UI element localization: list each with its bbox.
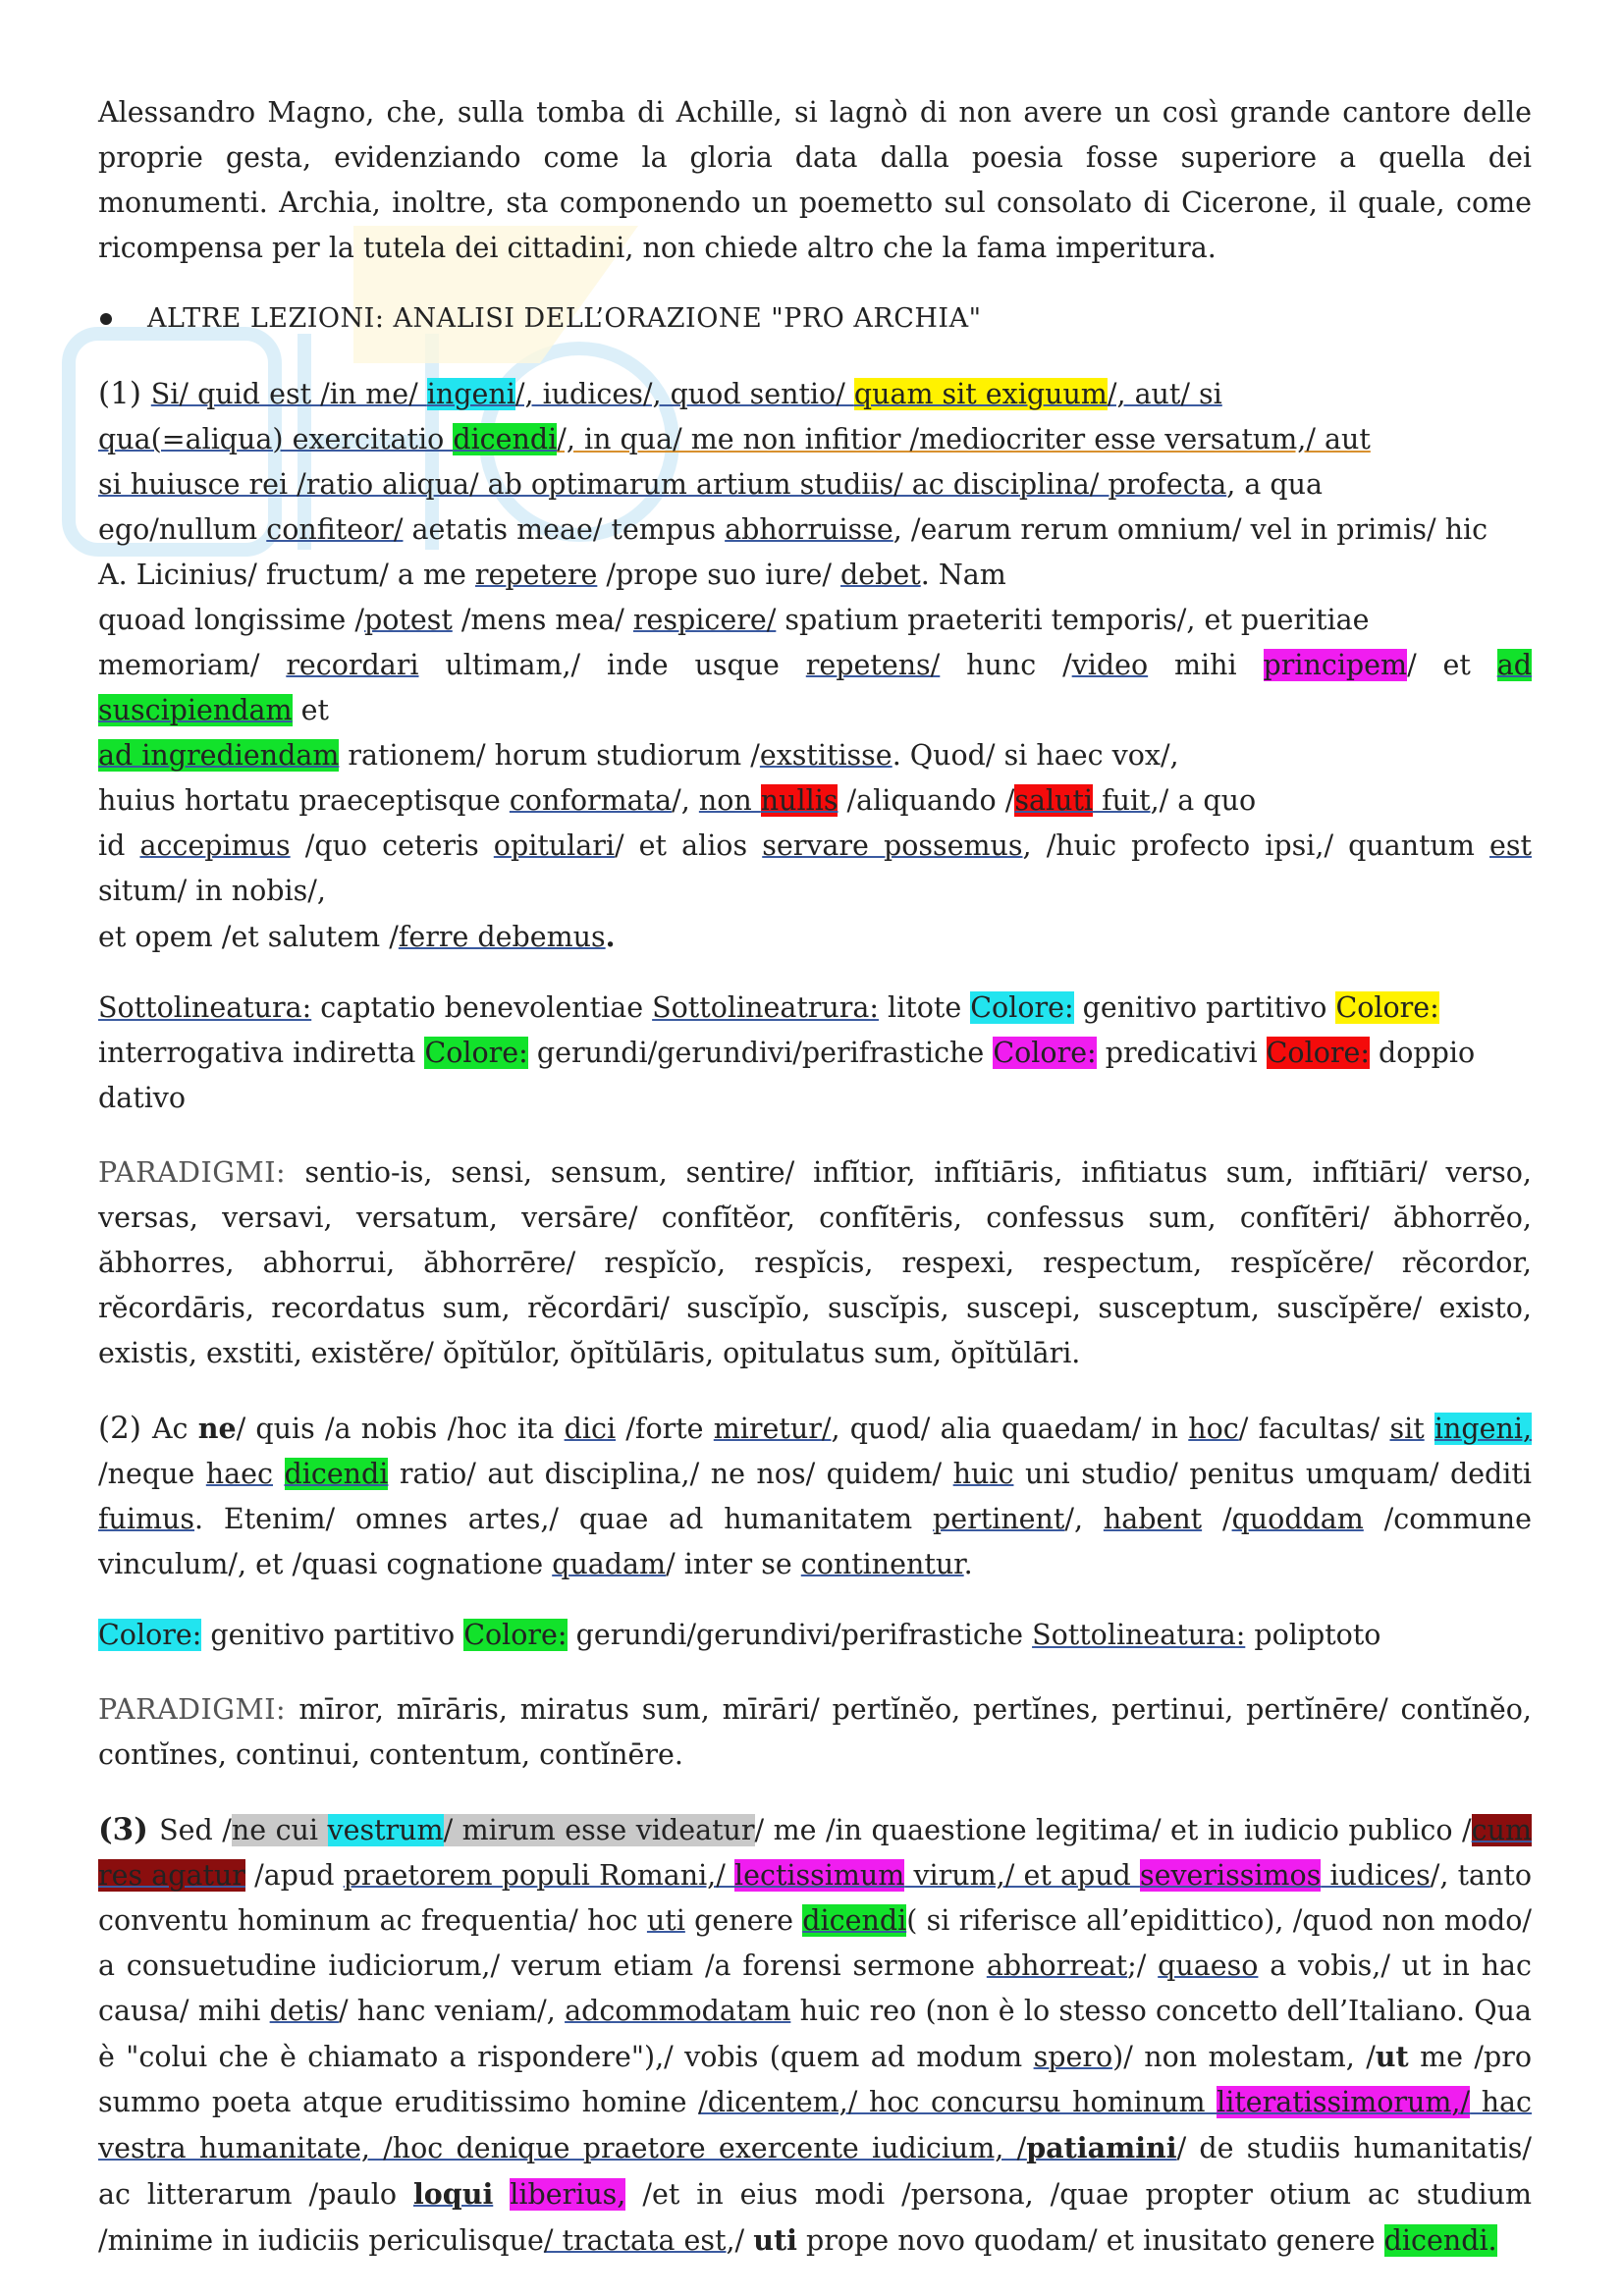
latin-segment: . <box>963 1548 973 1580</box>
latin-segment: quam sit exiguum <box>853 378 1108 410</box>
latin-segment: dicendi <box>453 423 558 455</box>
section-heading: ALTRE LEZIONI: ANALISI DELL’ORAZIONE "PRO ARCHIA" <box>147 303 982 334</box>
latin-segment: quaeso <box>1158 1949 1259 1982</box>
latin-segment: . <box>605 920 616 953</box>
latin-segment: /forte <box>616 1413 714 1445</box>
latin-segment: quoad longissime / <box>98 604 364 636</box>
latin-segment: ;/ <box>1127 1949 1159 1982</box>
latin-segment: fuit <box>1093 784 1151 817</box>
latin-segment: /, <box>1064 1503 1104 1535</box>
latin-segment: ut <box>1375 2040 1409 2073</box>
latin-segment: praetorem populi Romani,/ <box>343 1859 734 1892</box>
latin-segment: ego/nullum <box>98 513 267 546</box>
latin-segment: /commune vinculum/, et /quasi cognatione <box>98 1503 1533 1580</box>
latin-segment: hunc / <box>940 649 1072 681</box>
latin-segment: ingeni <box>426 378 515 410</box>
latin-segment: miretur/ <box>713 1413 832 1445</box>
latin-segment: non <box>698 784 761 817</box>
latin-segment: spatium praeteriti temporis/, et pueritiae <box>776 604 1370 636</box>
latin-segment: / me /in quaestione legitima/ et in iudicio publico / <box>754 1814 1472 1846</box>
latin-segment: quoddam <box>1231 1503 1364 1535</box>
latin-segment: situm/ in nobis/, <box>98 875 326 907</box>
latin-segment: huius hortatu praeceptisque <box>98 784 510 817</box>
legend-text: predicativi <box>1096 1037 1267 1069</box>
latin-segment: me /pro summo poeta atque eruditissimo homine <box>98 2041 1532 2118</box>
latin-segment: fuimus <box>98 1503 195 1535</box>
latin-segment: servare possemus <box>762 829 1023 862</box>
legend-text: gerundi/gerundivi/perifrastiche <box>567 1619 1033 1651</box>
latin-segment: video <box>1071 649 1149 681</box>
latin-segment: / mirum esse videatur <box>443 1814 755 1846</box>
latin-segment: /neque <box>98 1458 206 1490</box>
latin-segment: genere <box>684 1904 803 1937</box>
latin-segment: /dicentem,/ hoc concursu hominum <box>698 2086 1217 2118</box>
latin-segment: uni studio/ penitus umquam/ dediti <box>1013 1458 1532 1490</box>
paradigm-1 <box>98 1150 1532 1376</box>
latin-segment: loqui <box>412 2177 494 2211</box>
latin-segment: Ac <box>151 1413 198 1445</box>
latin-segment: mihi <box>1148 649 1264 681</box>
latin-segment: literatissimorum,/ <box>1217 2086 1471 2118</box>
latin-segment: aetatis meae/ tempus <box>403 513 726 546</box>
paradigm-text: sentio-is, sensi, sensum, sentire/ infĭtior, infĭtiāris, infitiatus sum, infĭtiāri/ verso, versas, versavi, versatum, versāre/ confĭtĕor, confĭtēris, confessus sum, confĭtēri/ ăbhorrĕo, ăbhorres, abhorrui, ăbhorrēre/ respĭcĭo, respĭcis, respexi, respectum, respĭcĕre/ rĕcordor, rĕcordāris, recordatus sum, rĕcordāri/ suscĭpĭo, suscĭpis, suscepi, susceptum, suscĭpĕre/ existo, existis, exstiti, existĕre/ ŏpĭtŭlor, ŏpĭtŭlāris, opitulatus sum, ŏpĭtŭlāri. <box>98 1156 1532 1369</box>
legend-label: Sottolineatura: <box>98 991 312 1024</box>
latin-segment: abhorruisse <box>725 513 893 546</box>
legend-text: genitivo partitivo <box>201 1619 464 1651</box>
latin-segment: potest <box>363 604 453 636</box>
legend-text: captatio benevolentiae <box>311 991 653 1024</box>
latin-segment: habent <box>1103 1503 1203 1535</box>
latin-segment: /, in qua/ me non infitior /mediocriter esse versatum,/ aut <box>557 423 1371 455</box>
passage-3 <box>98 1807 1532 2264</box>
latin-segment: huic <box>952 1458 1014 1490</box>
latin-segment: saluti <box>1014 784 1094 817</box>
passage-2 <box>98 1406 1532 1587</box>
latin-segment: nullis <box>760 784 839 817</box>
latin-segment: repetens/ <box>805 649 941 681</box>
latin-segment: repetere <box>474 559 598 591</box>
legend-label: Colore: <box>970 991 1074 1024</box>
paradigm-2 <box>98 1687 1532 1778</box>
legend-2 <box>98 1613 1532 1658</box>
legend-label: Colore: <box>1266 1037 1370 1069</box>
latin-segment: respicere/ <box>632 604 777 636</box>
latin-segment: A. Licinius/ fructum/ a me <box>98 559 475 591</box>
latin-segment <box>1425 1413 1434 1445</box>
latin-segment: ingeni, <box>1434 1413 1533 1445</box>
latin-segment: virum,/ et apud <box>904 1859 1140 1892</box>
passage-number: (2) <box>98 1411 152 1446</box>
bullet-icon <box>100 313 112 325</box>
latin-segment: adcommodatam <box>565 1995 791 2027</box>
latin-segment: ,/ <box>726 2224 754 2257</box>
latin-segment: /, tanto conventu hominum ac frequentia/ hoc <box>98 1859 1532 1937</box>
passage-number: (3) <box>98 1812 160 1847</box>
latin-segment: ne cui <box>231 1814 328 1846</box>
latin-segment: ratio/ aut disciplina,/ ne nos/ quidem/ <box>388 1458 953 1490</box>
latin-segment: pertinent <box>933 1503 1065 1535</box>
latin-segment: ne <box>197 1412 237 1445</box>
paradigm-text: mīror, mīrāris, miratus sum, mīrāri/ pertĭnĕo, pertĭnes, pertinui, pertĭnēre/ contĭnĕo, contĭnes, continui, contentum, contĭnēre. <box>98 1693 1532 1771</box>
latin-segment: est <box>1489 829 1532 862</box>
latin-segment: sit <box>1389 1413 1425 1445</box>
document-body <box>98 90 1532 2289</box>
legend-label: Colore: <box>424 1037 528 1069</box>
latin-segment: prope novo quodam/ et inusitato genere <box>796 2224 1384 2257</box>
latin-segment: /, aut/ si <box>1107 378 1222 410</box>
latin-segment: et opem /et salutem / <box>98 921 399 953</box>
latin-segment: cum res agatur <box>98 1814 1532 1892</box>
latin-segment: rationem/ horum studiorum / <box>339 739 760 772</box>
latin-segment: )/ non molestam, / <box>1112 2041 1376 2073</box>
latin-segment: hoc <box>1188 1413 1239 1445</box>
latin-segment: , /earum rerum omnium/ vel in primis/ hic <box>893 513 1488 546</box>
latin-segment: Sed / <box>159 1814 232 1846</box>
latin-segment: , quod/ alia quaedam/ in <box>831 1413 1189 1445</box>
legend-text: interrogativa indiretta <box>98 1037 425 1069</box>
latin-segment: / et alios <box>614 829 763 862</box>
intro-paragraph: Alessandro Magno, che, sulla tomba di Achille, si lagnò di non avere un così grande cantore delle proprie gesta, evidenziando come la gloria data dalla poesia fosse superiore a quella dei monumenti. Archia, inoltre, sta componendo un poemetto sul consolato di Cicerone, il quale, come ricompensa per la tutela dei cittadini, non chiede altro che la fama imperitura. <box>98 96 1532 264</box>
latin-segment: , a qua <box>1226 468 1323 501</box>
latin-segment: qua(=aliqua) exercitatio <box>98 423 454 455</box>
latin-segment <box>493 2178 510 2211</box>
latin-segment: hac vestra humanitate, /hoc denique praetore exercente iudicium, / <box>98 2086 1533 2164</box>
latin-segment: spero <box>1033 2041 1113 2073</box>
latin-segment: exstitisse <box>759 739 893 772</box>
legend-label: Colore: <box>463 1619 568 1651</box>
latin-segment: id <box>98 829 140 862</box>
legend-label: Sottolineatura: <box>1032 1619 1246 1651</box>
latin-segment: et <box>292 694 329 726</box>
latin-segment: confiteor/ <box>266 513 404 546</box>
legend-label: Colore: <box>1335 991 1439 1024</box>
latin-segment: huic reo (non è lo stesso concetto dell’Italiano. Qua è "colui che è chiamato a rispondere"),/ vobis (quem ad modum <box>98 1995 1532 2073</box>
latin-segment: abhorreat <box>986 1949 1128 1982</box>
latin-segment: quadam <box>552 1548 667 1580</box>
latin-segment: /et in eius modi /persona, /quae propter otium ac studium /minime in iudiciis periculisque <box>98 2178 1533 2257</box>
latin-segment: /quo ceteris <box>290 829 494 862</box>
legend-label: Sottolineatrura: <box>652 991 879 1024</box>
latin-segment: recordari <box>286 649 419 681</box>
legend-text: litote <box>878 991 971 1024</box>
passage-number: (1) <box>98 376 151 411</box>
latin-segment: uti <box>646 1904 685 1937</box>
paradigm-label: PARADIGMI: <box>98 1693 299 1726</box>
latin-segment: Si/ quid est /in me/ <box>150 378 427 410</box>
latin-segment: /aliquando / <box>838 784 1015 817</box>
latin-segment: / facultas/ <box>1238 1413 1390 1445</box>
latin-segment: ,/ a quo <box>1150 784 1257 817</box>
section-bullet <box>98 296 1532 342</box>
legend-text: gerundi/gerundivi/perifrastiche <box>527 1037 994 1069</box>
latin-segment: /, iudices/, quod sentio/ <box>514 378 854 410</box>
legend-text: poliptoto <box>1245 1619 1381 1651</box>
latin-segment: / inter se <box>666 1548 801 1580</box>
legend-text: genitivo partitivo <box>1073 991 1336 1024</box>
latin-segment: , /huic profecto ipsi,/ quantum <box>1022 829 1490 862</box>
legend-label: Colore: <box>993 1037 1097 1069</box>
latin-segment: / de studiis humanitatis/ ac litterarum /paulo <box>98 2132 1532 2211</box>
legend-1 <box>98 986 1532 1121</box>
latin-segment: principem <box>1263 649 1408 681</box>
legend-text: doppio dativo <box>98 1037 1476 1114</box>
latin-segment: ( si riferisce all’epidittico), /quod non modo/ a consuetudine iudiciorum,/ verum etiam /a forensi sermone <box>98 1904 1532 1982</box>
latin-segment: detis <box>269 1995 339 2027</box>
latin-segment: / hanc veniam/, <box>338 1995 566 2027</box>
latin-segment: ultimam,/ inde usque <box>418 649 806 681</box>
latin-segment: si huiusce rei /ratio aliqua/ ab optimarum artium studiis/ ac disciplina/ profecta <box>98 468 1227 501</box>
latin-segment: dicendi <box>802 1904 907 1937</box>
latin-segment: dicendi. <box>1383 2224 1497 2257</box>
latin-segment: severissimos <box>1139 1859 1322 1892</box>
latin-segment: ferre debemus <box>398 921 606 953</box>
latin-segment: / tractata est <box>543 2224 727 2257</box>
latin-segment: patiamini <box>1026 2131 1177 2164</box>
latin-segment: / et <box>1407 649 1497 681</box>
legend-label: Colore: <box>98 1619 202 1651</box>
latin-segment: vestrum <box>327 1814 444 1846</box>
latin-segment: . Etenim/ omnes artes,/ quae ad humanitatem <box>194 1503 934 1535</box>
passage-1 <box>98 371 1532 960</box>
latin-segment: dicendi <box>284 1458 389 1490</box>
latin-segment: ad suscipiendam <box>98 649 1532 726</box>
latin-segment: . Quod/ si haec vox/, <box>892 739 1179 772</box>
latin-segment: lectissimum <box>734 1859 905 1892</box>
latin-segment: debet <box>840 559 921 591</box>
latin-segment: haec <box>205 1458 273 1490</box>
latin-segment <box>273 1458 285 1490</box>
latin-segment: / <box>1202 1503 1232 1535</box>
latin-segment: accepimus <box>139 829 291 862</box>
latin-segment: conformata <box>509 784 673 817</box>
latin-segment: iudices <box>1321 1859 1431 1892</box>
latin-segment: / quis /a nobis /hoc ita <box>236 1413 565 1445</box>
latin-segment: /prope suo iure/ <box>597 559 841 591</box>
latin-segment: a vobis,/ ut in hac causa/ mihi <box>98 1949 1533 2027</box>
latin-segment: liberius, <box>510 2178 626 2211</box>
latin-segment: /, <box>672 784 699 817</box>
paradigm-label: PARADIGMI: <box>98 1156 305 1189</box>
latin-segment: uti <box>753 2223 797 2257</box>
latin-segment: /apud <box>244 1859 344 1892</box>
latin-segment: dici <box>564 1413 617 1445</box>
latin-segment: opitulari <box>493 829 615 862</box>
latin-segment: ad ingrediendam <box>98 739 340 772</box>
latin-segment: . Nam <box>920 559 1006 591</box>
latin-segment: memoriam/ <box>98 649 287 681</box>
latin-segment: continentur <box>800 1548 964 1580</box>
latin-segment: /mens mea/ <box>452 604 633 636</box>
